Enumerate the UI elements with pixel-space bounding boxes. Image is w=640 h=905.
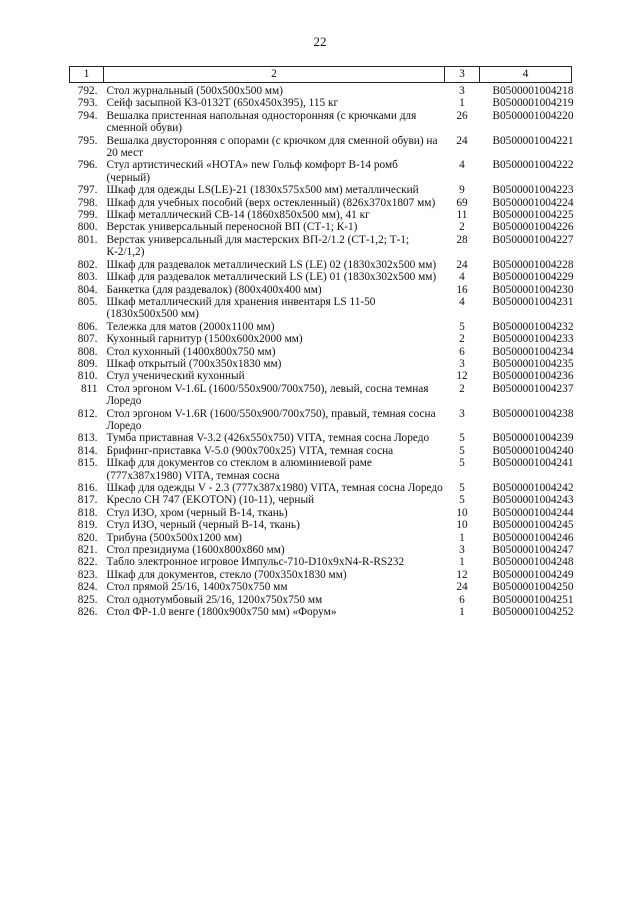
row-number: 804. <box>77 283 98 296</box>
item-name: Вешалка пристенная напольная односторонняя (с крючками для сменной обуви) <box>106 109 417 135</box>
item-name: Стол прямой 25/16, 1400х750х750 мм <box>106 581 288 594</box>
table-row <box>70 482 572 494</box>
table-row <box>70 358 572 370</box>
item-quantity: 24 <box>456 258 468 271</box>
row-number: 803. <box>77 271 98 284</box>
row-number: 798. <box>77 196 98 209</box>
item-name: Стул артистический «НОТА» new Гольф комфорт В-14 ромб (черный) <box>106 159 398 184</box>
row-number: 801. <box>77 233 98 246</box>
table-row <box>70 221 572 233</box>
item-quantity: 3 <box>459 544 465 557</box>
table-row <box>70 457 572 482</box>
table-row <box>70 346 572 358</box>
item-quantity: 12 <box>456 568 468 581</box>
item-quantity: 4 <box>459 159 465 172</box>
item-name: Стул ИЗО, хром (черный В-14, ткань) <box>106 506 288 519</box>
row-number: 794. <box>77 109 98 122</box>
item-name: Кресло CH 747 (EKOTON) (10-11), черный <box>106 494 315 507</box>
row-number: 795. <box>77 134 98 147</box>
inventory-code: B0500001004229 <box>492 271 574 284</box>
item-quantity: 10 <box>456 519 468 532</box>
item-quantity: 16 <box>456 283 468 296</box>
table-row <box>70 556 572 568</box>
column-header-name: 2 <box>104 67 445 83</box>
inventory-code: B0500001004245 <box>492 519 574 532</box>
table-row <box>70 271 572 283</box>
item-name: Банкетка (для раздевалок) (800х400х400 мм) <box>106 283 322 296</box>
item-name: Шкаф металлический СВ-14 (1860х850х500 мм), 41 кг <box>106 209 370 222</box>
inventory-code: B0500001004247 <box>492 544 574 557</box>
inventory-code: B0500001004231 <box>492 295 574 308</box>
item-quantity: 4 <box>459 295 465 308</box>
row-number: 792. <box>77 85 98 97</box>
inventory-code: B0500001004222 <box>492 159 574 172</box>
table-row <box>70 184 572 196</box>
inventory-code: B0500001004227 <box>492 233 574 246</box>
row-number: 821. <box>77 544 98 557</box>
item-name: Стул ИЗО, черный (черный В-14, ткань) <box>106 519 300 532</box>
row-number: 825. <box>77 593 98 606</box>
row-number: 826. <box>77 606 98 619</box>
item-name: Верстак универсальный переносной ВП (СТ-1; К-1) <box>106 221 358 234</box>
inventory-code: B0500001004224 <box>492 196 574 209</box>
item-quantity: 24 <box>456 134 468 147</box>
row-number: 819. <box>77 519 98 532</box>
row-number: 800. <box>77 221 98 234</box>
table-row <box>70 370 572 382</box>
table-row <box>70 594 572 606</box>
item-name: Шкаф для документов со стеклом в алюминиевой раме (777х387х1980) VITA, темная сосна <box>106 457 372 482</box>
item-quantity: 3 <box>459 357 465 370</box>
row-number: 817. <box>77 494 98 507</box>
table-row <box>70 494 572 506</box>
table-row <box>70 507 572 519</box>
inventory-code: B0500001004243 <box>492 494 574 507</box>
table-row <box>70 197 572 209</box>
row-number: 815. <box>77 457 98 470</box>
item-quantity: 10 <box>456 506 468 519</box>
item-quantity: 1 <box>459 556 465 569</box>
row-number: 809. <box>77 357 98 370</box>
inventory-code: B0500001004220 <box>492 109 574 122</box>
item-quantity: 5 <box>459 320 465 333</box>
inventory-code: B0500001004251 <box>492 593 574 606</box>
table-row <box>70 432 572 444</box>
table-row <box>70 234 572 259</box>
inventory-code: B0500001004252 <box>492 606 574 619</box>
item-name: Шкаф металлический для хранения инвентаря LS 11-50 (1830х500х500 мм) <box>106 295 376 321</box>
item-quantity: 26 <box>456 109 468 122</box>
table-row <box>70 110 572 135</box>
row-number: 816. <box>77 482 98 494</box>
row-number: 823. <box>77 568 98 581</box>
table-row <box>70 445 572 457</box>
item-quantity: 2 <box>459 221 465 234</box>
column-header-quantity: 3 <box>445 67 480 83</box>
item-name: Стол ФР-1.0 венге (1800х900х750 мм) «Форум» <box>106 606 337 619</box>
item-quantity: 69 <box>456 196 468 209</box>
item-quantity: 5 <box>459 444 465 457</box>
item-name: Табло электронное игровое Импульс-710-D10х9хN4-R-RS232 <box>106 556 405 569</box>
row-number: 818. <box>77 506 98 519</box>
row-number: 805. <box>77 295 98 308</box>
row-number: 808. <box>77 345 98 358</box>
item-name: Брифинг-приставка V-5.0 (900х700х25) VITA, темная сосна <box>106 444 394 457</box>
inventory-code: B0500001004249 <box>492 568 574 581</box>
inventory-code: B0500001004241 <box>492 457 574 470</box>
item-name: Тумба приставная V-3.2 (426х550х750) VITA, темная сосна Лоредо <box>106 432 430 445</box>
item-quantity: 9 <box>459 184 465 197</box>
item-quantity: 6 <box>459 345 465 358</box>
inventory-code: B0500001004233 <box>492 333 574 346</box>
table-row <box>70 383 572 408</box>
row-number: 797. <box>77 184 98 197</box>
table-row <box>70 321 572 333</box>
row-number: 807. <box>77 333 98 346</box>
item-quantity: 1 <box>459 531 465 544</box>
item-name: Стол однотумбовый 25/16, 1200х750х750 мм <box>106 593 323 606</box>
item-quantity: 5 <box>459 432 465 445</box>
inventory-code: B0500001004240 <box>492 444 574 457</box>
inventory-code: B0500001004232 <box>492 320 574 333</box>
item-name: Стол эргоном V-1.6L (1600/550х900/700х750), левый, сосна темная Лоредо <box>106 382 429 408</box>
item-name: Шкаф открытый (700х350х1830 мм) <box>106 357 282 370</box>
table-row <box>70 544 572 556</box>
inventory-code: B0500001004223 <box>492 184 574 197</box>
item-name: Трибуна (500х500х1200 мм) <box>106 531 242 544</box>
table-row <box>70 97 572 109</box>
table-row <box>70 83 572 98</box>
item-name: Верстак универсальный для мастерских ВП-2/1.2 (СТ-1,2; Т-1; К-2/1,2) <box>106 233 410 259</box>
row-number: 811 <box>80 382 98 395</box>
item-name: Шкаф для одежды V - 2.3 (777х387х1980) VITA, темная сосна Лоредо <box>106 482 443 494</box>
row-number: 814. <box>77 444 98 457</box>
item-quantity: 1 <box>459 606 465 619</box>
item-name: Вешалка двусторонняя с опорами (с крючком для сменной обуви) на 20 мест <box>106 134 438 160</box>
row-number: 813. <box>77 432 98 445</box>
item-name: Сейф засыпной КЗ-0132Т (650х450х395), 115 кг <box>106 97 339 110</box>
table-row <box>70 569 572 581</box>
item-quantity: 2 <box>459 382 465 395</box>
inventory-code: B0500001004218 <box>492 85 574 97</box>
item-quantity: 6 <box>459 593 465 606</box>
item-name: Шкаф для документов, стекло (700х350х1830 мм) <box>106 568 347 581</box>
row-number: 810. <box>77 370 98 383</box>
column-header-code: 4 <box>480 67 572 83</box>
item-quantity: 2 <box>459 333 465 346</box>
table-row <box>70 606 572 618</box>
item-name: Тележка для матов (2000х1100 мм) <box>106 320 275 333</box>
row-number: 796. <box>77 159 98 172</box>
item-name: Шкаф для одежды LS(LE)-21 (1830х575х500 мм) металлический <box>106 184 419 197</box>
inventory-code: B0500001004238 <box>492 407 574 420</box>
row-number: 820. <box>77 531 98 544</box>
item-quantity: 5 <box>459 457 465 470</box>
item-quantity: 1 <box>459 97 465 110</box>
item-quantity: 12 <box>456 370 468 383</box>
inventory-code: B0500001004228 <box>492 258 574 271</box>
table-row <box>70 408 572 433</box>
row-number: 802. <box>77 258 98 271</box>
inventory-code: B0500001004236 <box>492 370 574 383</box>
item-quantity: 11 <box>456 209 468 222</box>
item-quantity: 28 <box>456 233 468 246</box>
inventory-code: B0500001004219 <box>492 97 574 110</box>
row-number: 812. <box>77 407 98 420</box>
table-row <box>70 259 572 271</box>
column-header-number: 1 <box>70 67 104 83</box>
inventory-code: B0500001004248 <box>492 556 574 569</box>
row-number: 806. <box>77 320 98 333</box>
table-row <box>70 581 572 593</box>
item-name: Стол журнальный (500х500х500 мм) <box>106 85 283 97</box>
item-name: Стул ученический кухонный <box>106 370 245 383</box>
table-row <box>70 532 572 544</box>
row-number: 824. <box>77 581 98 594</box>
item-quantity: 5 <box>459 494 465 507</box>
item-name: Шкаф для раздевалок металлический LS (LE) 02 (1830х302х500 мм) <box>106 258 437 271</box>
inventory-code: B0500001004246 <box>492 531 574 544</box>
table-header-row <box>70 67 572 83</box>
item-name: Шкаф для раздевалок металлический LS (LE) 01 (1830х302х500 мм) <box>106 271 437 284</box>
row-number: 799. <box>77 209 98 222</box>
item-quantity: 5 <box>459 482 465 494</box>
table-row <box>70 519 572 531</box>
table-row <box>70 333 572 345</box>
item-quantity: 3 <box>459 407 465 420</box>
item-quantity: 24 <box>456 581 468 594</box>
inventory-code: B0500001004235 <box>492 357 574 370</box>
page-number: 22 <box>313 34 327 49</box>
table-row <box>70 135 572 160</box>
table-row <box>70 159 572 184</box>
item-name: Стол эргоном V-1.6R (1600/550х900/700х750), правый, темная сосна Лоредо <box>106 407 436 432</box>
table-body <box>70 83 572 619</box>
inventory-code: B0500001004244 <box>492 506 574 519</box>
inventory-code: B0500001004250 <box>492 581 574 594</box>
item-name: Кухонный гарнитур (1500х600х2000 мм) <box>106 333 303 346</box>
row-number: 822. <box>77 556 98 569</box>
inventory-table <box>69 66 572 618</box>
table-row <box>70 209 572 221</box>
inventory-code: B0500001004221 <box>492 134 574 147</box>
table-row <box>70 284 572 296</box>
item-name: Стол кухонный (1400х800х750 мм) <box>106 345 276 358</box>
row-number: 793. <box>77 97 98 110</box>
table-row <box>70 296 572 321</box>
item-quantity: 3 <box>459 85 465 97</box>
inventory-code: B0500001004230 <box>492 283 574 296</box>
inventory-code: B0500001004234 <box>492 345 574 358</box>
inventory-code: B0500001004226 <box>492 221 574 234</box>
inventory-code: B0500001004242 <box>492 482 574 494</box>
inventory-code: B0500001004239 <box>492 432 574 445</box>
item-name: Стол президиума (1600х800х860 мм) <box>106 544 285 557</box>
item-quantity: 4 <box>459 271 465 284</box>
item-name: Шкаф для учебных пособий (верх остекленный) (826х370х1807 мм) <box>106 196 436 209</box>
inventory-code: B0500001004237 <box>492 382 574 395</box>
inventory-code: B0500001004225 <box>492 209 574 222</box>
